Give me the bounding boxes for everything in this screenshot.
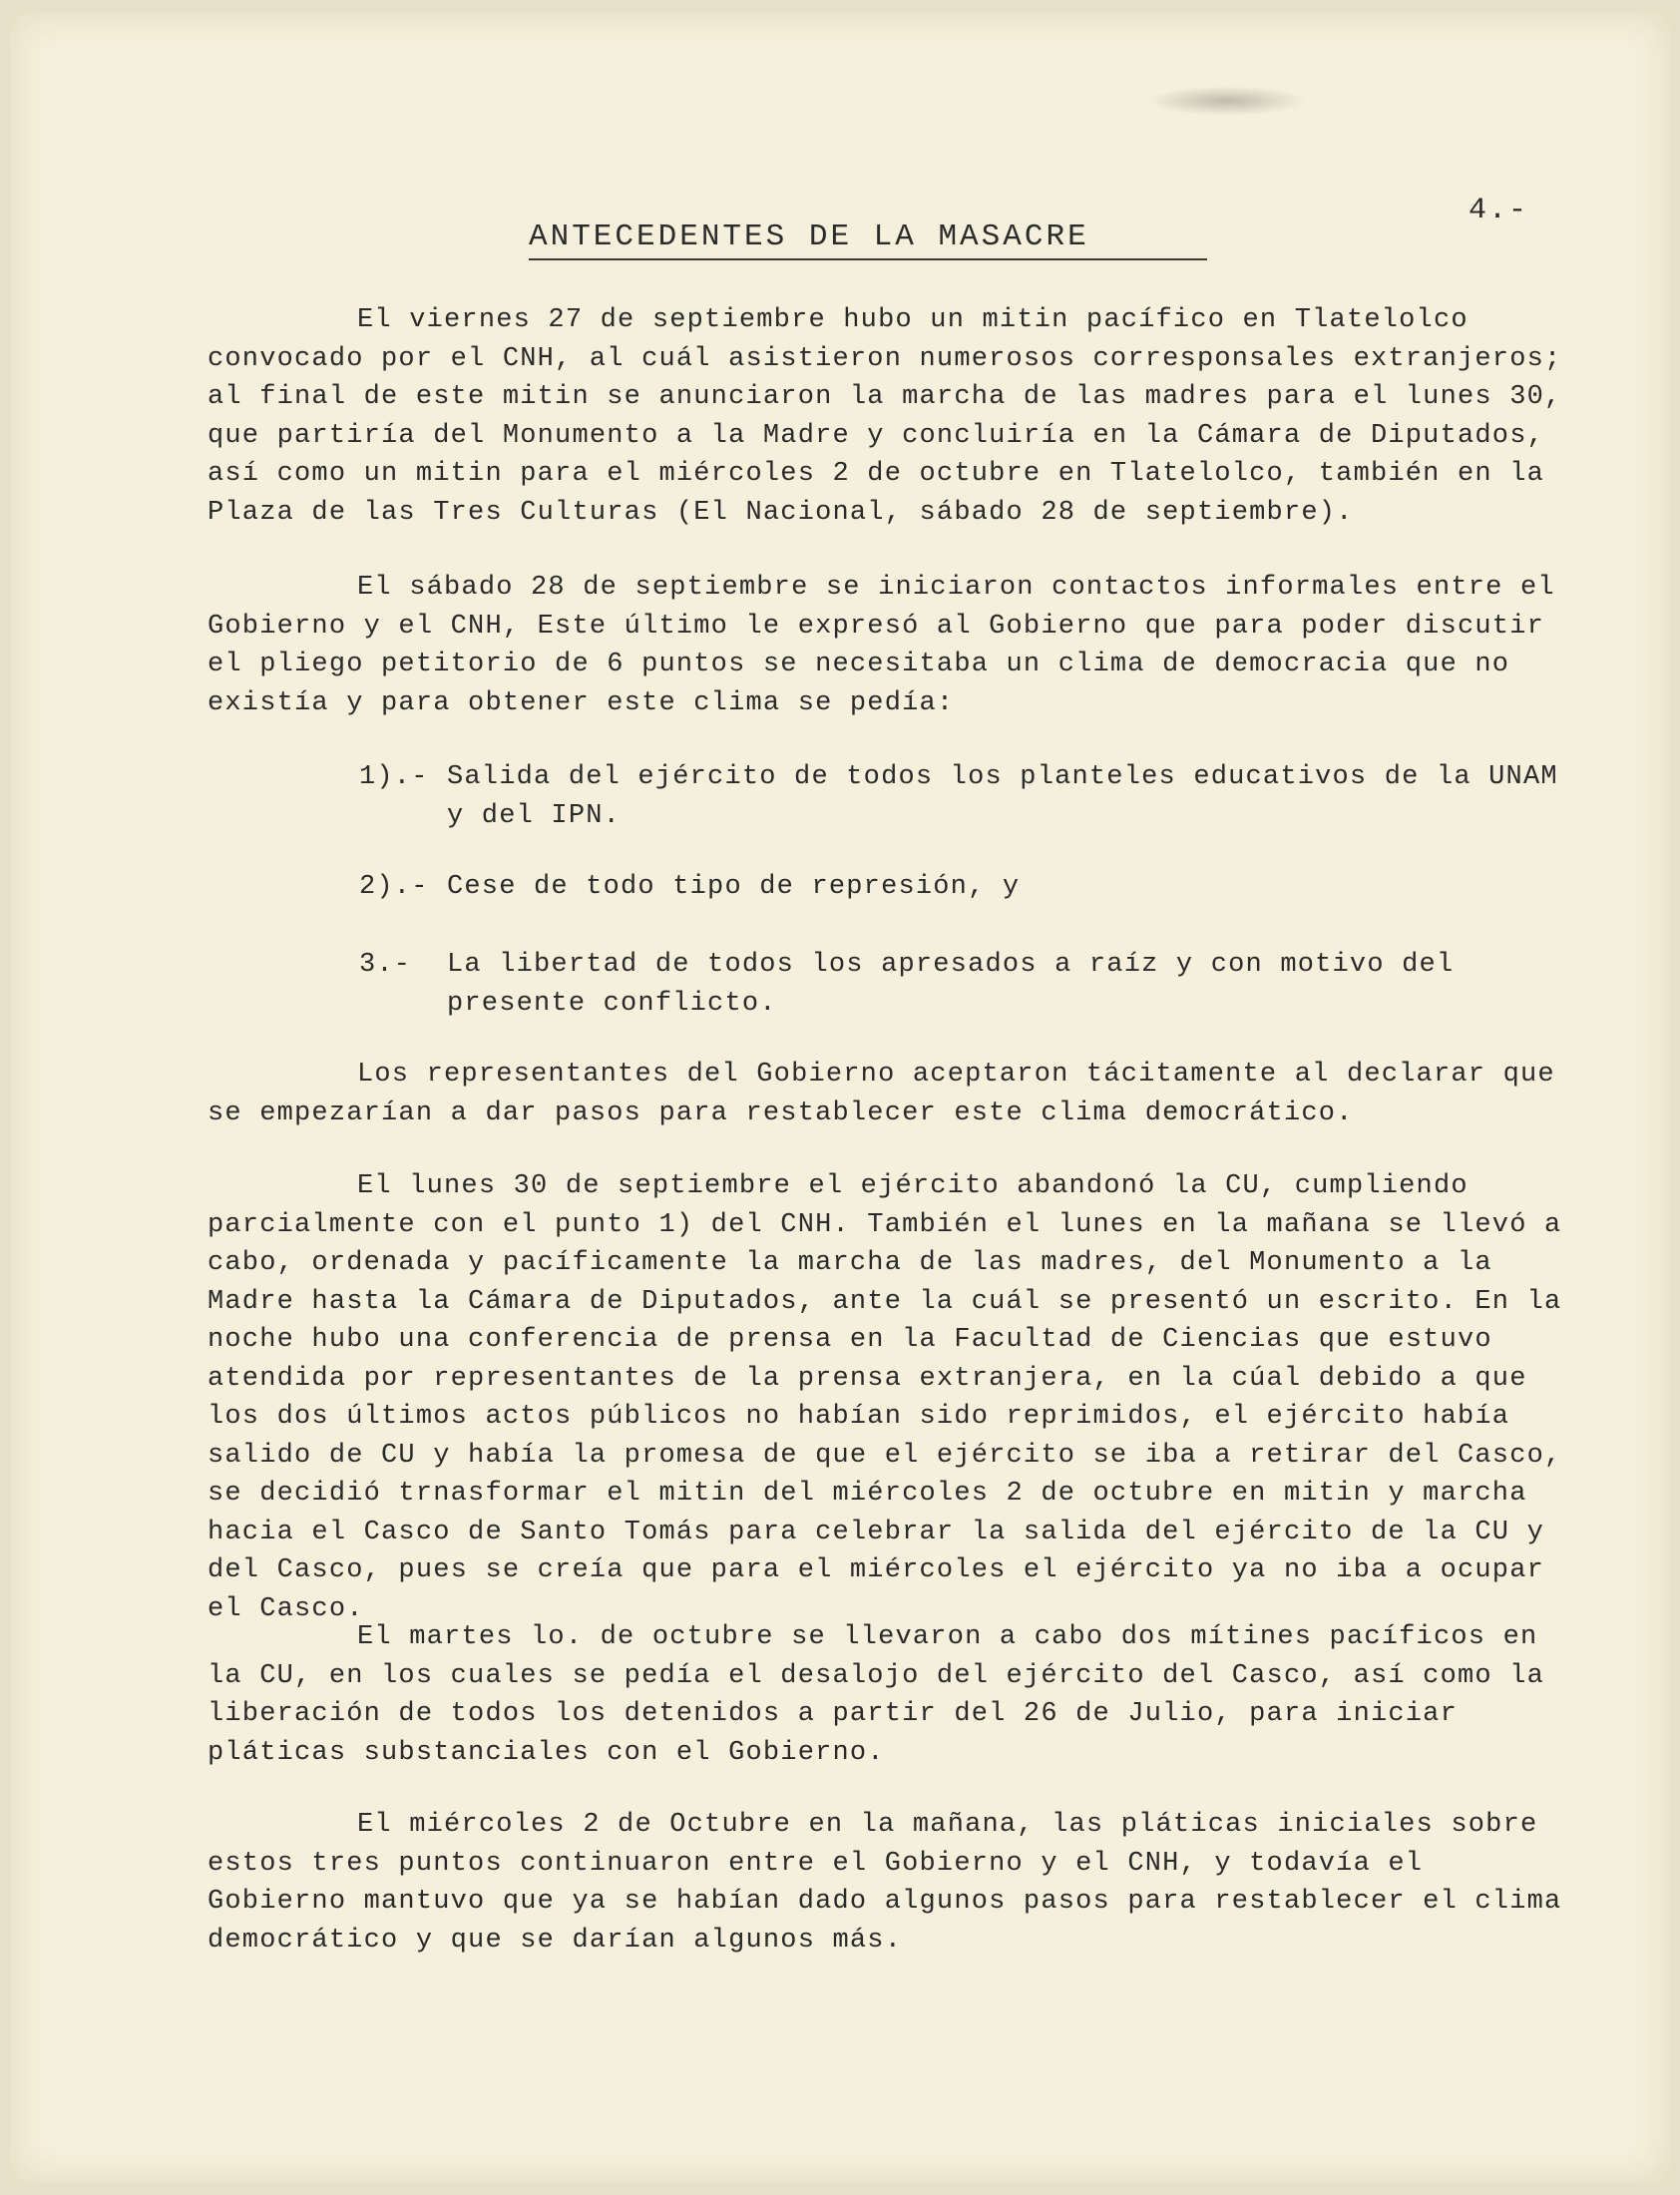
document-title: ANTECEDENTES DE LA MASACRE	[529, 220, 1207, 260]
list-item-2	[359, 868, 1576, 907]
paragraph-1: El viernes 27 de septiembre hubo un mitin pacífico en Tlatelolco convocado por el CNH, al cuál asistieron numerosos corresponsales extranjeros; al final de este mitin se anunciaron la marcha de las madres para el lunes 30, que partiría del Monumento a la Madre y concluiría en la Cámara de Diputados, así como un mitin para el miércoles 2 de octubre en Tlatelolco, también en la Plaza de las Tres Culturas (El Nacional, sábado 28 de septiembre).	[208, 305, 1562, 528]
list-item-text: La libertad de todos los apresados a raíz y con motivo del presente conflicto.	[447, 950, 1455, 1019]
paragraph-3: Los representantes del Gobierno aceptaron tácitamente al declarar que se empezarían a dar pasos para restablecer este clima democrático.	[208, 1060, 1555, 1128]
paragraph-6: El miércoles 2 de Octubre en la mañana, las pláticas iniciales sobre estos tres puntos continuaron entre el Gobierno y el CNH, y todavía el Gobierno mantuvo que ya se habían dado algunos pasos para restablecer el clima democrático y que se darían algunos más.	[208, 1810, 1562, 1956]
list-item-number: 1).-	[359, 762, 429, 792]
list-item-3	[359, 946, 1576, 1023]
list-item-text: Cese de todo tipo de represión, y	[447, 872, 1021, 902]
ink-smudge	[1147, 86, 1307, 116]
list-item-text: Salida del ejército de todos los planteles educativos de la UNAM y del IPN.	[447, 762, 1558, 831]
list-item-number: 2).-	[359, 872, 429, 902]
page-number: 4.-	[1469, 194, 1529, 227]
document-page	[10, 12, 1670, 2183]
paragraph-5: El martes lo. de octubre se llevaron a cabo dos mítines pacíficos en la CU, en los cuales se pedía el desalojo del ejército del Casco, así como la liberación de todos los detenidos a partir del 26 de Julio, para iniciar pláticas substanciales con el Gobierno.	[208, 1622, 1545, 1768]
paragraph-4: El lunes 30 de septiembre el ejército abandonó la CU, cumpliendo parcialmente con el punto 1) del CNH. También el lunes en la mañana se llevó a cabo, ordenada y pacíficamente la marcha de las madres, del Monumento a la Madre hasta la Cámara de Diputados, ante la cuál se presentó un escrito. En la noche hubo una conferencia de prensa en la Facultad de Ciencias que estuvo atendida por representantes de la prensa extranjera, en la cúal debido a que los dos últimos actos públicos no habían sido reprimidos, el ejército había salido de CU y había la promesa de que el ejército se iba a retirar del Casco, se decidió trnasformar el mitin del miércoles 2 de octubre en mitin y marcha hacia el Casco de Santo Tomás para celebrar la salida del ejército de la CU y del Casco, pues se creía que para el miércoles el ejército ya no iba a ocupar el Casco.	[208, 1171, 1562, 1624]
list-item-1	[359, 758, 1576, 835]
paragraph-2: El sábado 28 de septiembre se iniciaron contactos informales entre el Gobierno y el CNH, Este último le expresó al Gobierno que para poder discutir el pliego petitorio de 6 puntos se necesitaba un clima de democracia que no existía y para obtener este clima se pedía:	[208, 573, 1555, 718]
list-item-number: 3.-	[359, 950, 412, 980]
